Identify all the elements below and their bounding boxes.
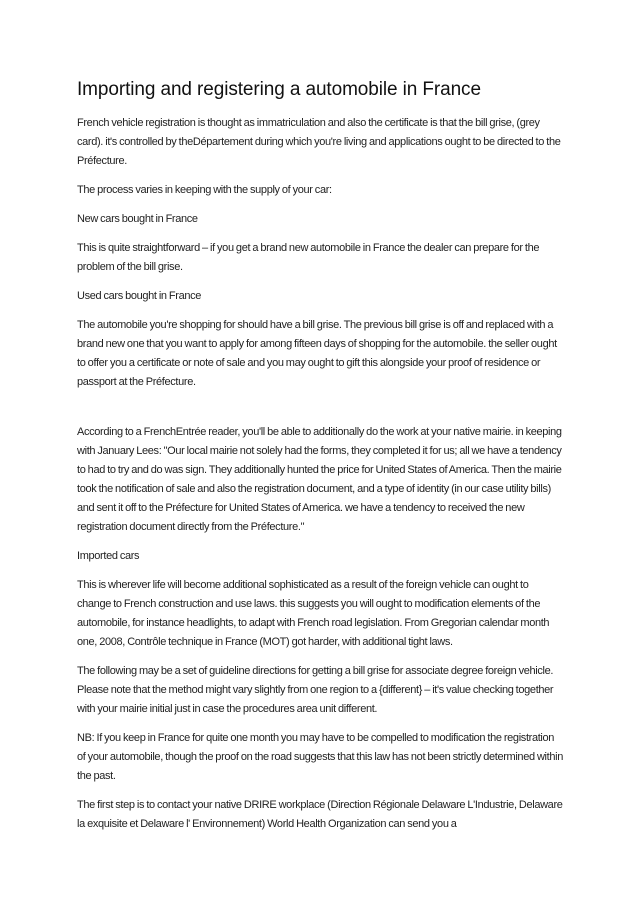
paragraph-guidelines: The following may be a set of guideline directions for getting a bill grise for associate degree foreign vehicle. Please note that the method might vary slightly from one region to a {different} – it's value checking together with your mairie initial just in case the procedures area unit different. xyxy=(77,665,554,715)
paragraph-process: The process varies in keeping with the supply of your car: xyxy=(77,184,332,196)
paragraph-new-cars: This is quite straightforward – if you get a brand new automobile in France the dealer can prepare for the problem of the bill grise. xyxy=(77,242,540,273)
subheading-used-cars: Used cars bought in France xyxy=(77,290,202,302)
paragraph-nb: NB: If you keep in France for quite one month you may have to be compelled to modification the registration of your automobile, though the proof on the road suggests that this law has not been strictly determined within the past. xyxy=(77,732,563,782)
paragraph-imported-cars: This is wherever life will become additional sophisticated as a result of the foreign vehicle can ought to change to French construction and use laws. this suggests you will ought to modification elements of the automobile, for instance headlights, to adapt with French road legislation. From Gregorian calendar month one, 2008, Contrôle technique in France (MOT) got harder, with additional tight laws. xyxy=(77,579,550,648)
page-title: Importing and registering a automobile in France xyxy=(77,79,481,100)
paragraph-used-cars: The automobile you're shopping for should have a bill grise. The previous bill grise is off and replaced with a brand new one that you want to apply for among fifteen days of shopping for the automobile. the seller ought to offer you a certificate or note of sale and you may ought to gift this alongside your proof of residence or passport at the Préfecture. xyxy=(77,319,557,388)
paragraph-intro: French vehicle registration is thought as immatriculation and also the certificate is that the bill grise, (grey card). it's controlled by theDépartement during which you're living and applications ought to be directed to the Préfecture. xyxy=(77,117,561,167)
paragraph-first-step: The first step is to contact your native DRIRE workplace (Direction Régionale Delaware L'Industrie, Delaware la exquisite et Delaware l' Environnement) World Health Organization can send you a xyxy=(77,799,563,830)
paragraph-reader-quote: According to a FrenchEntrée reader, you'll be able to additionally do the work at your native mairie. in keeping with January Lees: "Our local mairie not solely had the forms, they completed it for us; all we have a tendency to had to try and do was sign. They additionally hunted the price for United States of America. Then the mairie took the notification of sale and also the registration document, and a type of identity (in our case utility bills) and sent it off to the Préfecture for United States of America. we have a tendency to received the new registration document directly from the Préfecture." xyxy=(77,426,562,533)
subheading-new-cars: New cars bought in France xyxy=(77,213,198,225)
subheading-imported-cars: Imported cars xyxy=(77,550,140,562)
